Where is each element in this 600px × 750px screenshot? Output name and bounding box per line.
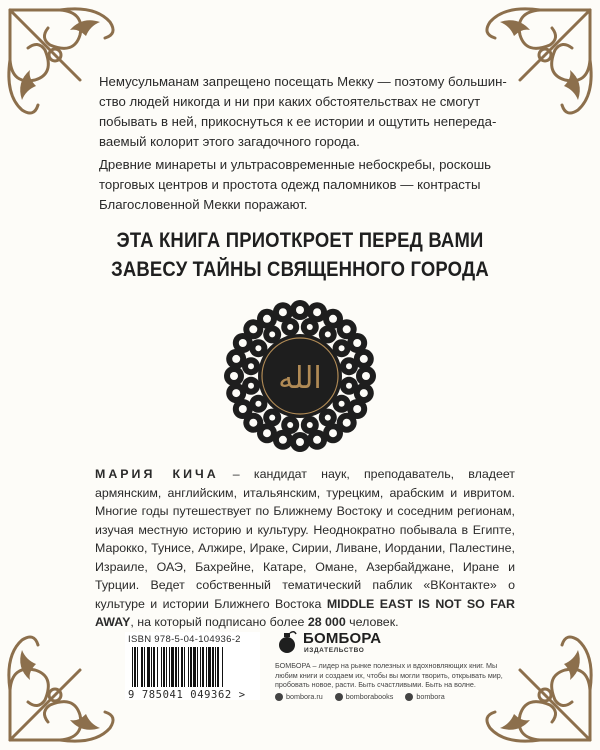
vk-icon	[335, 693, 343, 701]
bombora-logo-icon	[275, 630, 299, 654]
barcode-bar	[163, 647, 165, 687]
contrast-line-3: Благословенной Мекки поражают.	[99, 197, 308, 212]
publisher-name: БОМБОРА	[303, 630, 382, 647]
barcode-bar	[188, 647, 189, 687]
barcode-bar	[144, 647, 145, 687]
outer-petal-dot	[249, 419, 257, 427]
barcode-bar	[190, 647, 192, 687]
barcode-bar	[147, 647, 150, 687]
outer-petal-dot	[249, 325, 257, 333]
outer-petal-dot	[230, 372, 238, 380]
barcode-bar	[157, 647, 158, 687]
barcode-bar	[215, 647, 216, 687]
barcode-bar	[132, 647, 133, 687]
outer-petal-dot	[313, 308, 321, 316]
middle-petal-dot	[287, 422, 293, 428]
barcode-bars	[132, 647, 257, 687]
social-vk[interactable]	[335, 692, 394, 701]
outer-petal-dot	[329, 315, 337, 323]
outer-petal-dot	[313, 436, 321, 444]
outer-petal-dot	[329, 429, 337, 437]
barcode-bar	[206, 647, 207, 687]
bio-text-3: человек.	[345, 615, 399, 629]
outer-petal-dot	[296, 306, 304, 314]
outer-petal-dot	[360, 389, 368, 397]
barcode-bar	[200, 647, 201, 687]
outer-petal-dot	[239, 405, 247, 413]
headline-line-1: ЭТА КНИГА ПРИОТКРОЕТ ПЕРЕД ВАМИ	[116, 229, 484, 252]
barcode-bar	[178, 647, 179, 687]
contrast-line-1: Древние минареты и ультрасовременные небоскребы, роскошь	[99, 157, 492, 172]
barcode-bar	[208, 647, 211, 687]
bio-bold-count: 28 000	[307, 615, 346, 629]
author-bio	[95, 465, 515, 632]
outer-petal-dot	[353, 339, 361, 347]
barcode-bar	[171, 647, 174, 687]
barcode-bar	[169, 647, 170, 687]
barcode-bar	[193, 647, 196, 687]
intro-paragraph	[99, 72, 519, 152]
middle-petal-dot	[248, 383, 254, 389]
outer-petal-dot	[239, 339, 247, 347]
middle-petal-dot	[269, 415, 275, 421]
social-vk-label: bomborabooks	[345, 692, 394, 701]
allah-calligraphy: الله	[278, 361, 322, 396]
middle-petal-dot	[255, 345, 261, 351]
bio-text-2: , на который подписано более	[130, 615, 308, 629]
barcode-digits: 9 785041 049362 >	[128, 689, 246, 701]
headline-line-2: ЗАВЕСУ ТАЙНЫ СВЯЩЕННОГО ГОРОДА	[111, 258, 489, 281]
barcode-bar	[161, 647, 162, 687]
intro-line-1: Немусульманам запрещено посещать Мекку — поэтому большин-	[99, 74, 507, 89]
publisher-socials	[275, 692, 445, 701]
barcode-bar	[212, 647, 214, 687]
allah-calligraphy-medallion	[220, 296, 380, 456]
outer-petal-dot	[343, 325, 351, 333]
barcode-bar	[184, 647, 185, 687]
corner-ornament-bottom-left	[0, 620, 130, 750]
publisher-subtitle: ИЗДАТЕЛЬСТВО	[304, 647, 365, 654]
middle-petal-dot	[346, 363, 352, 369]
barcode-bar	[197, 647, 198, 687]
middle-petal-dot	[346, 383, 352, 389]
outer-petal-dot	[279, 308, 287, 316]
middle-petal-dot	[307, 422, 313, 428]
publisher-description: БОМБОРА – лидер на рынке полезных и вдохновляющих книг. Мы любим книги и создаем их, чтобы вы могли творить, открывать мир, пробовать новое, расти. Быть счастливыми. Быть на волне.	[275, 661, 503, 689]
middle-petal-dot	[248, 363, 254, 369]
barcode-bar	[217, 647, 219, 687]
middle-petal-dot	[325, 415, 331, 421]
contrast-paragraph	[99, 155, 519, 215]
globe-icon	[275, 693, 283, 701]
outer-petal-dot	[263, 429, 271, 437]
social-instagram-label: bombora	[416, 692, 445, 701]
social-instagram[interactable]	[405, 692, 444, 701]
outer-petal-dot	[353, 405, 361, 413]
barcode-bar	[153, 647, 155, 687]
outer-petal-dot	[362, 372, 370, 380]
bio-bold-community: MIDDLE EAST IS NOT SO FAR AWAY	[95, 596, 515, 629]
middle-petal-dot	[255, 401, 261, 407]
barcode-bar	[137, 647, 138, 687]
barcode-bar	[134, 647, 136, 687]
middle-petal-dot	[325, 331, 331, 337]
barcode-bar	[141, 647, 143, 687]
outer-petal-dot	[343, 419, 351, 427]
outer-petal-dot	[296, 438, 304, 446]
bio-text-1: – кандидат наук, преподаватель, владеет армянским, английским, итальянским, турецким, арабским и ивритом. Многие годы путешествует по Ближнему Востоку и соседним регионам, изучая местную историю и культуру. Неоднократно побывала в Египте, Марокко, Тунисе, Алжире, Ираке, Сирии, Ливане, Иордании, Палестине, Израиле, ОАЭ, Бахрейне, Катаре, Омане, Азербайджане, Иране и Турции. Ведет собственный тематический паблик «ВКонтакте» о культуре и истории Ближнего Востока	[95, 467, 515, 611]
isbn-label: ISBN 978-5-04-104936-2	[128, 634, 241, 645]
barcode-bar	[166, 647, 167, 687]
middle-petal-dot	[307, 324, 313, 330]
middle-petal-dot	[269, 331, 275, 337]
barcode-bar	[222, 647, 223, 687]
barcode-bar	[151, 647, 152, 687]
middle-petal-dot	[287, 324, 293, 330]
social-website[interactable]	[275, 692, 323, 701]
intro-line-2: ство людей никогда и ни при каких обстоятельствах не смогут	[99, 94, 481, 109]
outer-petal-dot	[263, 315, 271, 323]
intro-line-4: ваемый колорит этого загадочного города.	[99, 134, 360, 149]
outer-petal-dot	[232, 389, 240, 397]
instagram-icon	[405, 693, 413, 701]
contrast-line-2: торговых центров и простота одежд паломников — контрасты	[99, 177, 481, 192]
outer-petal-dot	[279, 436, 287, 444]
outer-petal-dot	[232, 355, 240, 363]
barcode-bar	[175, 647, 177, 687]
middle-petal-dot	[339, 345, 345, 351]
middle-petal-dot	[339, 401, 345, 407]
barcode-bar	[181, 647, 183, 687]
intro-line-3: побывать в ней, прикоснуться к ее истории и ощутить непереда-	[99, 114, 497, 129]
barcode-bar	[202, 647, 204, 687]
author-name: МАРИЯ КИЧА	[95, 467, 219, 481]
social-website-label: bombora.ru	[286, 692, 323, 701]
outer-petal-dot	[360, 355, 368, 363]
